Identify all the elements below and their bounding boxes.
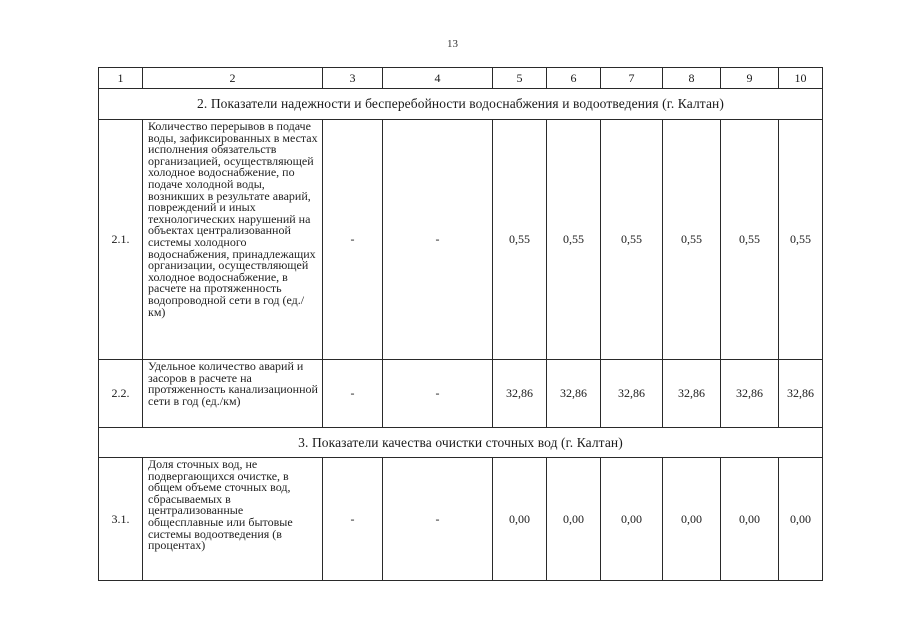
row-value: 0,00	[779, 458, 823, 581]
column-header: 2	[143, 68, 323, 89]
row-value: 0,00	[547, 458, 601, 581]
row-value: 32,86	[547, 360, 601, 428]
row-value: 0,55	[779, 120, 823, 360]
row-col3: -	[323, 120, 383, 360]
column-header: 6	[547, 68, 601, 89]
column-header: 7	[601, 68, 663, 89]
indicators-table	[98, 67, 823, 581]
row-value: 32,86	[779, 360, 823, 428]
column-header: 9	[721, 68, 779, 89]
row-description: Удельное количество аварий и засоров в расчете на протяженность канализационной сети в год (ед./км)	[143, 360, 323, 428]
section-title: 2. Показатели надежности и бесперебойности водоснабжения и водоотведения (г. Калтан)	[99, 89, 823, 120]
row-value: 0,55	[663, 120, 721, 360]
header-row	[99, 68, 823, 89]
row-value: 32,86	[663, 360, 721, 428]
section-header-row	[99, 89, 823, 120]
column-header: 10	[779, 68, 823, 89]
section-title: 3. Показатели качества очистки сточных вод (г. Калтан)	[99, 428, 823, 458]
row-value: 32,86	[721, 360, 779, 428]
table-row	[99, 120, 823, 360]
row-value: 32,86	[601, 360, 663, 428]
row-description: Количество перерывов в подаче воды, зафиксированных в местах исполнения обязательств организацией, осуществляющей холодное водоснабжение, по подаче холодной воды, возникших в результате аварий, повреждений и иных технологических нарушений на объектах централизованной системы холодного водоснабжения, принадлежащих организации, осуществляющей холодное водоснабжение, в расчете на протяженность водопроводной сети в год (ед./км)	[143, 120, 323, 360]
section-header-row	[99, 428, 823, 458]
column-header: 8	[663, 68, 721, 89]
row-col4: -	[383, 458, 493, 581]
row-value: 0,00	[493, 458, 547, 581]
row-value: 0,55	[493, 120, 547, 360]
row-value: 0,00	[663, 458, 721, 581]
row-code: 2.2.	[99, 360, 143, 428]
row-value: 0,00	[721, 458, 779, 581]
row-value: 0,55	[601, 120, 663, 360]
page-number: 13	[447, 38, 458, 50]
column-header: 3	[323, 68, 383, 89]
row-code: 2.1.	[99, 120, 143, 360]
row-col4: -	[383, 120, 493, 360]
row-col3: -	[323, 458, 383, 581]
row-value: 0,00	[601, 458, 663, 581]
row-code: 3.1.	[99, 458, 143, 581]
table-row	[99, 360, 823, 428]
row-value: 32,86	[493, 360, 547, 428]
row-value: 0,55	[721, 120, 779, 360]
column-header: 4	[383, 68, 493, 89]
row-description: Доля сточных вод, не подвергающихся очистке, в общем объеме сточных вод, сбрасываемых в централизованные общесплавные или бытовые системы водоотведения (в процентах)	[143, 458, 323, 581]
row-value: 0,55	[547, 120, 601, 360]
row-col4: -	[383, 360, 493, 428]
row-col3: -	[323, 360, 383, 428]
column-header: 1	[99, 68, 143, 89]
table-row	[99, 458, 823, 581]
column-header: 5	[493, 68, 547, 89]
